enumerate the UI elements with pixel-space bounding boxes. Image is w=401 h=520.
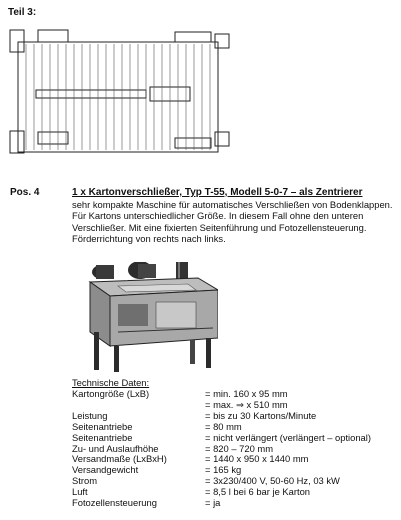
- spec-value: = nicht verlängert (verlängert – optional): [205, 431, 371, 443]
- spec-row: [72, 498, 371, 509]
- spec-label: Seitenantriebe: [72, 431, 133, 443]
- conveyor-drawing: [0, 0, 401, 180]
- spec-value: = min. 160 x 95 mm: [205, 388, 288, 399]
- spec-value: = 3x230/400 V, 50-60 Hz, 03 kW: [205, 475, 340, 487]
- spec-value: = 80 mm: [205, 420, 242, 432]
- spec-label: Versandgewicht: [72, 464, 139, 476]
- spec-row: [72, 422, 371, 433]
- description-line: Für Kartons unterschiedlicher Größe. In diesem Fall ohne den unteren: [72, 210, 364, 222]
- right-top-block: [215, 34, 229, 48]
- spec-value: = 165 kg: [205, 464, 242, 476]
- section-title: Teil 3:: [8, 7, 37, 18]
- position-label: Pos. 4: [10, 187, 40, 198]
- spec-label: Seitenantriebe: [72, 420, 133, 432]
- technical-data-title: Technische Daten:: [72, 377, 150, 388]
- spec-label: Fotozellensteuerung: [72, 497, 157, 509]
- spec-label: Strom: [72, 475, 98, 487]
- description-line: sehr kompakte Maschine für automatisches Verschließen von Bodenklappen.: [72, 199, 393, 210]
- top-guide-left: [38, 30, 68, 42]
- product-heading: 1 x Kartonverschließer, Typ T-55, Modell 5-0-7 – als Zentrierer: [72, 187, 363, 198]
- spec-value: = 1440 x 950 x 1440 mm: [205, 453, 309, 465]
- spec-row: [72, 433, 371, 444]
- description-line: Verschließer. Mit eine fixierten Seitenführung und Fotozellensteuerung.: [72, 221, 367, 233]
- spec-label: Kartongröße (LxB): [72, 388, 150, 399]
- spec-label: Versandmaße (LxBxH): [72, 453, 167, 465]
- top-guide-right: [175, 32, 211, 42]
- right-bottom-block: [215, 132, 229, 146]
- spec-table: [72, 389, 371, 509]
- description-line: Förderrichtung von rechts nach links.: [72, 233, 226, 245]
- bottom-guide-left: [38, 132, 68, 144]
- spec-value: = 8,5 l bei 6 bar je Karton: [205, 486, 311, 498]
- spec-label: Luft: [72, 486, 88, 498]
- machine-photo: [78, 262, 218, 374]
- spec-label: Zu- und Auslaufhöhe: [72, 442, 159, 454]
- product-description: [72, 199, 397, 245]
- spec-value: = 820 – 720 mm: [205, 442, 274, 454]
- spec-value: = max. ⇒ x 510 mm: [205, 398, 288, 410]
- conveyor-frame: [18, 42, 218, 152]
- spec-label: Leistung: [72, 409, 108, 421]
- left-bottom-block: [10, 131, 24, 153]
- left-top-block: [10, 30, 24, 52]
- bottom-guide-right: [175, 138, 211, 148]
- center-rail: [36, 90, 146, 98]
- spec-value: = ja: [205, 497, 221, 509]
- spec-value: = bis zu 30 Kartons/Minute: [205, 409, 317, 421]
